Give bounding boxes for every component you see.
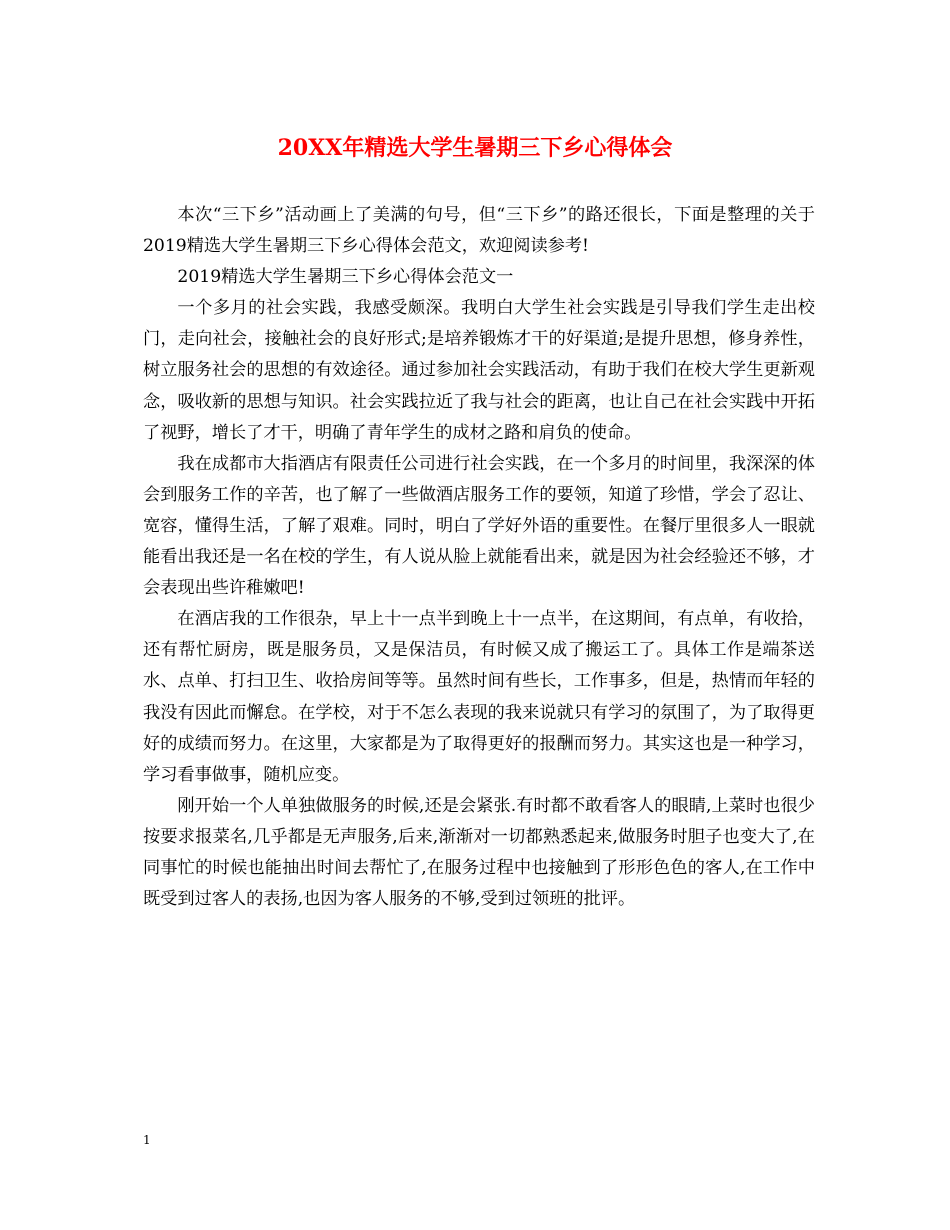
body-paragraph: 在酒店我的工作很杂，早上十一点半到晚上十一点半，在这期间，有点单，有收拾，还有帮忙厨房，既是服务员，又是保洁员，有时候又成了搬运工了。具体工作是端茶送水、点单、打扫卫生、收拾房间等等。虽然时间有些长，工作事多，但是，热情而年轻的我没有因此而懈怠。在学校，对于不怎么表现的我来说就只有学习的氛围了，为了取得更好的成绩而努力。在这里，大家都是为了取得更好的报酬而努力。其实这也是一种学习，学习看事做事，随机应变。: [143, 609, 815, 785]
body-paragraph: 一个多月的社会实践，我感受颇深。我明白大学生社会实践是引导我们学生走出校门，走向社会，接触社会的良好形式;是培养锻炼才干的好渠道;是提升思想，修身养性，树立服务社会的思想的有效途径。通过参加社会实践活动，有助于我们在校大学生更新观念，吸收新的思想与知识。社会实践拉近了我与社会的距离，也让自己在社会实践中开拓了视野，增长了才干，明确了青年学生的成材之路和肩负的使命。: [143, 298, 815, 443]
body-paragraph: 我在成都市大指酒店有限责任公司进行社会实践，在一个多月的时间里，我深深的体会到服务工作的辛苦，也了解了一些做酒店服务工作的要领，知道了珍惜，学会了忍让、宽容，懂得生活，了解了艰难。同时，明白了学好外语的重要性。在餐厅里很多人一眼就能看出我还是一名在校的学生，有人说从脸上就能看出来，就是因为社会经验还不够，才会表现出些许稚嫩吧!: [143, 453, 815, 599]
intro-paragraph: 本次“三下乡”活动画上了美满的句号，但“三下乡”的路还很长，下面是整理的关于2019精选大学生暑期三下乡心得体会范文，欢迎阅读参考!: [143, 205, 815, 257]
document-body: [143, 200, 815, 915]
body-paragraph: 刚开始一个人单独做服务的时候,还是会紧张.有时都不敢看客人的眼睛,上菜时也很少按要求报菜名,几乎都是无声服务,后来,渐渐对一切都熟悉起来,做服务时胆子也变大了,在同事忙的时候也能抽出时间去帮忙了,在服务过程中也接触到了形形色色的客人,在工作中既受到过客人的表扬,也因为客人服务的不够,受到过领班的批评。: [143, 795, 815, 910]
section-heading: 2019精选大学生暑期三下乡心得体会范文一: [177, 267, 514, 288]
page-number: 1: [143, 1133, 151, 1147]
document-title: 20XX年精选大学生暑期三下乡心得体会: [277, 135, 673, 161]
